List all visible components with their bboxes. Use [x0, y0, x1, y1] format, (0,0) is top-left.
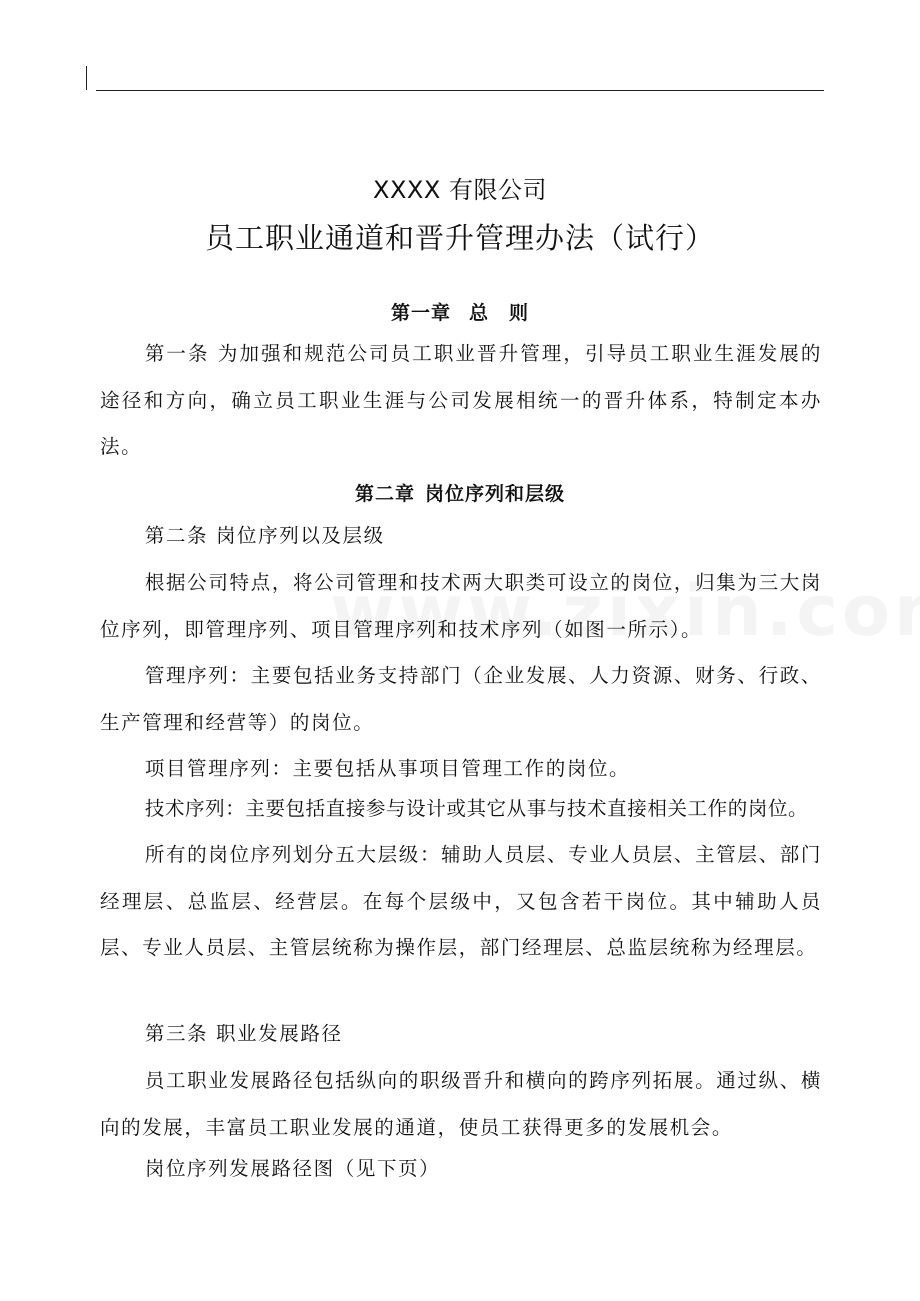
- company-name: XXXX 有限公司: [373, 176, 547, 204]
- paragraph-path-diagram-note: 岗位序列发展路径图（见下页）: [144, 1157, 441, 1180]
- article-2-heading: 第二条 岗位序列以及层级: [144, 524, 385, 547]
- article-1-paragraph: 第一条 为加强和规范公司员工职业晋升管理，引导员工职业生涯发展的途径和方向，确立员工职业生涯与公司发展相统一的晋升体系，特制定本办法。: [100, 342, 822, 458]
- document-title: 员工职业通道和晋升管理办法（试行）: [204, 221, 715, 255]
- article-3-heading: 第三条 职业发展路径: [144, 1022, 343, 1045]
- chapter-2-heading: [0, 479, 920, 506]
- header-rule: [96, 90, 824, 91]
- paragraph-sequence-overview: 根据公司特点，将公司管理和技术两大职类可设立的岗位，归集为三大岗位序列，即管理序列、项目管理序列和技术序列（如图一所示）。: [100, 571, 822, 641]
- chapter-1-name: 总 则: [469, 302, 530, 324]
- paragraph-project-management-sequence: 项目管理序列：主要包括从事项目管理工作的岗位。: [144, 757, 631, 780]
- paragraph-career-path: 员工职业发展路径包括纵向的职级晋升和横向的跨序列拓展。通过纵、横向的发展，丰富员工职业发展的通道，使员工获得更多的发展机会。: [100, 1069, 822, 1139]
- header-margin-mark: [86, 66, 87, 90]
- paragraph-technical-sequence: 技术序列：主要包括直接参与设计或其它从事与技术直接相关工作的岗位。: [144, 797, 809, 820]
- chapter-1-prefix: 第一章: [390, 302, 451, 324]
- paragraph-levels: 所有的岗位序列划分五大层级：辅助人员层、专业人员层、主管层、部门经理层、总监层、经营层。在每个层级中，又包含若干岗位。其中辅助人员层、专业人员层、主管层统称为操作层，部门经理层、总监层统称为经理层。: [100, 843, 822, 959]
- chapter-1-heading: [0, 298, 920, 325]
- chapter-2-name: 岗位序列和层级: [425, 483, 566, 505]
- paragraph-management-sequence: 管理序列：主要包括业务支持部门（企业发展、人力资源、财务、行政、生产管理和经营等）的岗位。: [100, 664, 822, 734]
- chapter-2-prefix: 第二章: [354, 483, 415, 505]
